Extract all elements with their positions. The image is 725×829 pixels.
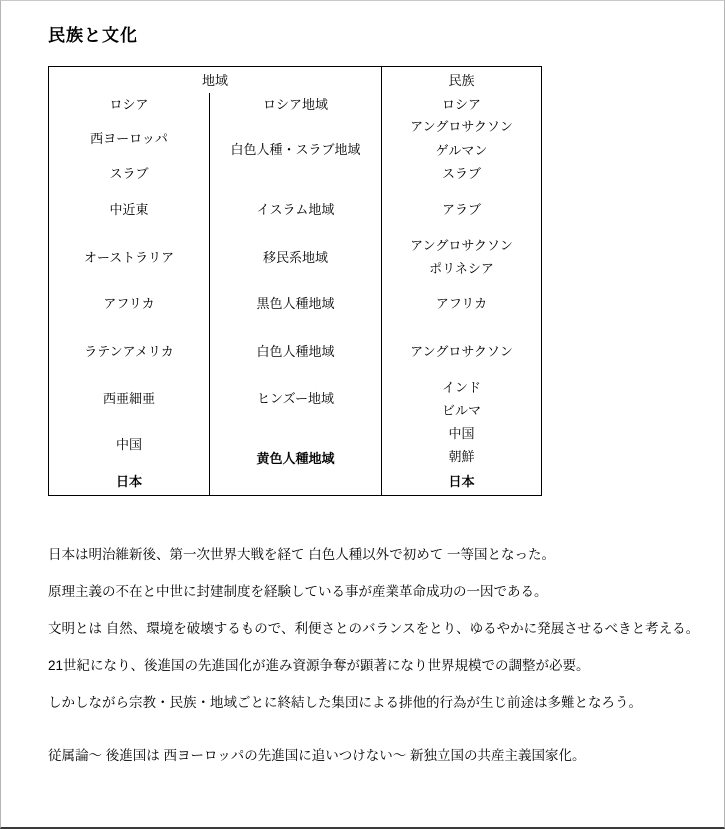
header-cell-region-group: 地域 [49, 67, 382, 93]
table-row [49, 375, 542, 399]
table-row [49, 114, 542, 138]
body-text [48, 496, 724, 764]
cell-zone-black: 黒色人種地域 [210, 280, 382, 326]
cell-ethnicity-anglo-saxon: アングロサクソン [382, 233, 542, 256]
table-row [49, 233, 542, 256]
cell-ethnicity-korea: 朝鮮 [382, 444, 542, 467]
cell-region-slav: スラブ [49, 161, 210, 184]
table-row [49, 326, 542, 375]
header-cell-ethnicity: 民族 [382, 67, 542, 93]
table-row [49, 184, 542, 233]
ethnicity-culture-table [48, 66, 542, 496]
cell-zone-islam: イスラム地域 [210, 184, 382, 233]
cell-zone-hindu: ヒンズー地域 [210, 375, 382, 421]
body-paragraph: 日本は明治維新後、第一次世界大戦を経て 白色人種以外で初めて 一等国となった。 [48, 547, 556, 562]
document-content [1, 1, 724, 764]
cell-region-africa: アフリカ [49, 280, 210, 326]
cell-ethnicity-german: ゲルマン [382, 138, 542, 161]
cell-ethnicity-russia: ロシア [382, 93, 542, 114]
cell-region-australia: オーストラリア [49, 233, 210, 280]
cell-ethnicity-anglo-saxon: アングロサクソン [382, 114, 542, 138]
body-paragraph: 文明とは 自然、環境を破壊するもので、利便さとのバランスをとり、ゆるやかに発展させるべきと考える。 [48, 621, 700, 636]
cell-ethnicity-slav: スラブ [382, 161, 542, 184]
cell-region-latin-america: ラテンアメリカ [49, 326, 210, 375]
cell-region-russia: ロシア [49, 93, 210, 114]
cell-ethnicity-china: 中国 [382, 421, 542, 444]
table-row [49, 421, 542, 444]
cell-region-middle-east: 中近東 [49, 184, 210, 233]
cell-zone-white: 白色人種地域 [210, 326, 382, 375]
cell-ethnicity-japan: 日本 [382, 467, 542, 496]
table-row [49, 280, 542, 326]
body-paragraph: 21世紀になり、後進国の先進国化が進み資源争奪が顕著になり世界規模での調整が必要。 [48, 658, 590, 673]
cell-zone-russia: ロシア地域 [210, 93, 382, 114]
cell-ethnicity-arab: アラブ [382, 184, 542, 233]
body-paragraph: しかしながら宗教・民族・地域ごとに終結した集団による排他的行為が生じ前途は多難となろう。 [48, 695, 642, 710]
body-paragraph: 原理主義の不在と中世に封建制度を経験している事が産業革命成功の一因である。 [48, 584, 548, 599]
cell-ethnicity-africa: アフリカ [382, 280, 542, 326]
cell-region-west-asia: 西亜細亜 [49, 375, 210, 421]
cell-region-japan: 日本 [49, 467, 210, 496]
cell-region-west-europe: 西ヨーロッパ [49, 114, 210, 161]
cell-ethnicity-burma: ビルマ [382, 399, 542, 421]
table-row [49, 93, 542, 114]
cell-ethnicity-polynesia: ポリネシア [382, 256, 542, 280]
cell-zone-white-slav: 白色人種・スラブ地域 [210, 114, 382, 184]
cell-region-china: 中国 [49, 421, 210, 467]
cell-ethnicity-india: インド [382, 375, 542, 399]
cell-ethnicity-anglo-saxon: アングロサクソン [382, 326, 542, 375]
cell-zone-immigrant: 移民系地域 [210, 233, 382, 280]
page-title: 民族と文化 [48, 26, 138, 45]
table-header-row [49, 67, 542, 93]
body-paragraph: 従属論～ 後進国は 西ヨーロッパの先進国に追いつけない～ 新独立国の共産主義国家化。 [48, 748, 586, 763]
cell-zone-yellow: 黄色人種地域 [210, 421, 382, 496]
